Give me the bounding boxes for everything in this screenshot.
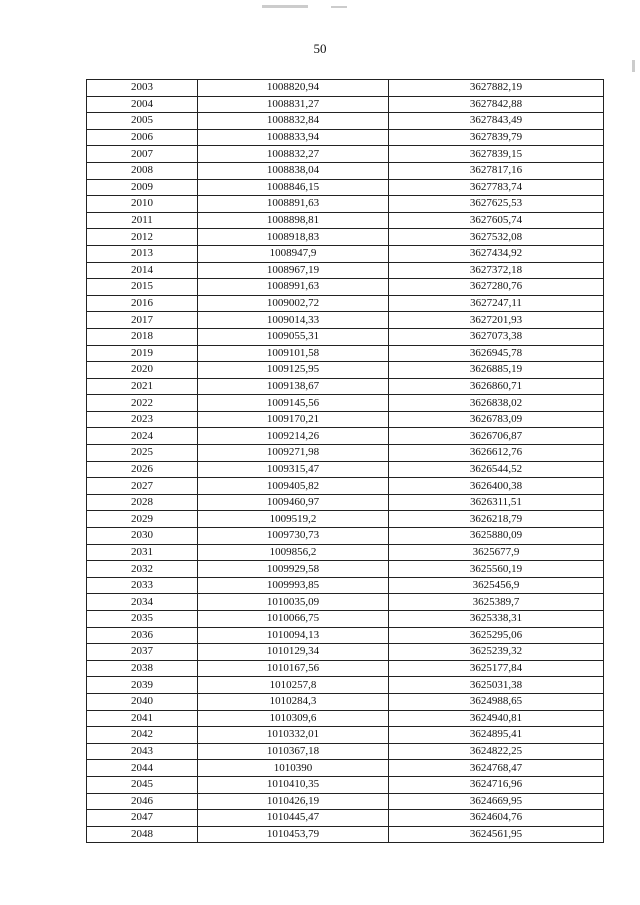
table-row <box>87 793 604 810</box>
x-coordinate-cell: 1009271,98 <box>198 445 389 462</box>
point-number-cell: 2042 <box>87 727 198 744</box>
y-coordinate-cell: 3627201,93 <box>389 312 604 329</box>
y-coordinate-cell: 3625239,32 <box>389 644 604 661</box>
point-number-cell: 2030 <box>87 528 198 545</box>
table-row <box>87 561 604 578</box>
y-coordinate-cell: 3627532,08 <box>389 229 604 246</box>
point-number-cell: 2017 <box>87 312 198 329</box>
point-number-cell: 2014 <box>87 262 198 279</box>
point-number-cell: 2006 <box>87 129 198 146</box>
x-coordinate-cell: 1008918,83 <box>198 229 389 246</box>
point-number-cell: 2015 <box>87 279 198 296</box>
table-row <box>87 710 604 727</box>
x-coordinate-cell: 1009101,58 <box>198 345 389 362</box>
point-number-cell: 2007 <box>87 146 198 163</box>
y-coordinate-cell: 3627280,76 <box>389 279 604 296</box>
y-coordinate-cell: 3624940,81 <box>389 710 604 727</box>
x-coordinate-cell: 1009002,72 <box>198 295 389 312</box>
x-coordinate-cell: 1010066,75 <box>198 611 389 628</box>
point-number-cell: 2009 <box>87 179 198 196</box>
scan-artifact <box>331 6 347 8</box>
table-row <box>87 776 604 793</box>
y-coordinate-cell: 3625677,9 <box>389 544 604 561</box>
y-coordinate-cell: 3627434,92 <box>389 245 604 262</box>
table-row <box>87 196 604 213</box>
y-coordinate-cell: 3626400,38 <box>389 478 604 495</box>
y-coordinate-cell: 3627625,53 <box>389 196 604 213</box>
x-coordinate-cell: 1010426,19 <box>198 793 389 810</box>
point-number-cell: 2016 <box>87 295 198 312</box>
table-row <box>87 810 604 827</box>
y-coordinate-cell: 3626860,71 <box>389 378 604 395</box>
x-coordinate-cell: 1008820,94 <box>198 80 389 97</box>
y-coordinate-cell: 3624561,95 <box>389 826 604 843</box>
table-row <box>87 760 604 777</box>
x-coordinate-cell: 1009145,56 <box>198 395 389 412</box>
y-coordinate-cell: 3624895,41 <box>389 727 604 744</box>
y-coordinate-cell: 3627817,16 <box>389 162 604 179</box>
y-coordinate-cell: 3625295,06 <box>389 627 604 644</box>
point-number-cell: 2047 <box>87 810 198 827</box>
point-number-cell: 2004 <box>87 96 198 113</box>
y-coordinate-cell: 3625031,38 <box>389 677 604 694</box>
x-coordinate-cell: 1008967,19 <box>198 262 389 279</box>
x-coordinate-cell: 1009315,47 <box>198 461 389 478</box>
x-coordinate-cell: 1010284,3 <box>198 693 389 710</box>
x-coordinate-cell: 1008846,15 <box>198 179 389 196</box>
point-number-cell: 2028 <box>87 494 198 511</box>
y-coordinate-cell: 3624768,47 <box>389 760 604 777</box>
x-coordinate-cell: 1010035,09 <box>198 594 389 611</box>
y-coordinate-cell: 3627073,38 <box>389 328 604 345</box>
point-number-cell: 2037 <box>87 644 198 661</box>
x-coordinate-cell: 1008991,63 <box>198 279 389 296</box>
table-row <box>87 677 604 694</box>
point-number-cell: 2044 <box>87 760 198 777</box>
y-coordinate-cell: 3627842,88 <box>389 96 604 113</box>
y-coordinate-cell: 3626783,09 <box>389 411 604 428</box>
table-row <box>87 312 604 329</box>
x-coordinate-cell: 1009138,67 <box>198 378 389 395</box>
y-coordinate-cell: 3624716,96 <box>389 776 604 793</box>
point-number-cell: 2039 <box>87 677 198 694</box>
y-coordinate-cell: 3627839,79 <box>389 129 604 146</box>
table-row <box>87 594 604 611</box>
table-row <box>87 262 604 279</box>
x-coordinate-cell: 1008891,63 <box>198 196 389 213</box>
table-row <box>87 345 604 362</box>
point-number-cell: 2033 <box>87 577 198 594</box>
x-coordinate-cell: 1008831,27 <box>198 96 389 113</box>
point-number-cell: 2005 <box>87 113 198 130</box>
x-coordinate-cell: 1010309,6 <box>198 710 389 727</box>
x-coordinate-cell: 1009055,31 <box>198 328 389 345</box>
point-number-cell: 2027 <box>87 478 198 495</box>
point-number-cell: 2010 <box>87 196 198 213</box>
point-number-cell: 2029 <box>87 511 198 528</box>
y-coordinate-cell: 3627372,18 <box>389 262 604 279</box>
point-number-cell: 2003 <box>87 80 198 97</box>
point-number-cell: 2032 <box>87 561 198 578</box>
x-coordinate-cell: 1010332,01 <box>198 727 389 744</box>
point-number-cell: 2045 <box>87 776 198 793</box>
point-number-cell: 2022 <box>87 395 198 412</box>
x-coordinate-cell: 1009519,2 <box>198 511 389 528</box>
x-coordinate-cell: 1008832,27 <box>198 146 389 163</box>
x-coordinate-cell: 1010367,18 <box>198 743 389 760</box>
x-coordinate-cell: 1010453,79 <box>198 826 389 843</box>
y-coordinate-cell: 3626706,87 <box>389 428 604 445</box>
x-coordinate-cell: 1008832,84 <box>198 113 389 130</box>
y-coordinate-cell: 3627605,74 <box>389 212 604 229</box>
table-row <box>87 445 604 462</box>
table-row <box>87 279 604 296</box>
point-number-cell: 2021 <box>87 378 198 395</box>
table-row <box>87 727 604 744</box>
x-coordinate-cell: 1008947,9 <box>198 245 389 262</box>
y-coordinate-cell: 3626945,78 <box>389 345 604 362</box>
point-number-cell: 2041 <box>87 710 198 727</box>
point-number-cell: 2043 <box>87 743 198 760</box>
y-coordinate-cell: 3625389,7 <box>389 594 604 611</box>
table-row <box>87 494 604 511</box>
point-number-cell: 2048 <box>87 826 198 843</box>
point-number-cell: 2040 <box>87 693 198 710</box>
table-row <box>87 511 604 528</box>
x-coordinate-cell: 1009993,85 <box>198 577 389 594</box>
table-row <box>87 113 604 130</box>
point-number-cell: 2019 <box>87 345 198 362</box>
table-row <box>87 461 604 478</box>
x-coordinate-cell: 1009730,73 <box>198 528 389 545</box>
point-number-cell: 2038 <box>87 660 198 677</box>
table-row <box>87 395 604 412</box>
y-coordinate-cell: 3625177,84 <box>389 660 604 677</box>
table-row <box>87 295 604 312</box>
scan-artifact <box>632 60 635 72</box>
table-row <box>87 229 604 246</box>
y-coordinate-cell: 3625880,09 <box>389 528 604 545</box>
x-coordinate-cell: 1010445,47 <box>198 810 389 827</box>
point-number-cell: 2023 <box>87 411 198 428</box>
x-coordinate-cell: 1010167,56 <box>198 660 389 677</box>
table-row <box>87 478 604 495</box>
table-row <box>87 544 604 561</box>
table-row <box>87 528 604 545</box>
table-row <box>87 743 604 760</box>
table-row <box>87 644 604 661</box>
table-row <box>87 826 604 843</box>
x-coordinate-cell: 1010410,35 <box>198 776 389 793</box>
x-coordinate-cell: 1008833,94 <box>198 129 389 146</box>
x-coordinate-cell: 1009214,26 <box>198 428 389 445</box>
point-number-cell: 2036 <box>87 627 198 644</box>
y-coordinate-cell: 3627843,49 <box>389 113 604 130</box>
table-row <box>87 162 604 179</box>
y-coordinate-cell: 3624988,65 <box>389 693 604 710</box>
table-row <box>87 212 604 229</box>
table-row <box>87 328 604 345</box>
x-coordinate-cell: 1009460,97 <box>198 494 389 511</box>
y-coordinate-cell: 3627783,74 <box>389 179 604 196</box>
x-coordinate-cell: 1009405,82 <box>198 478 389 495</box>
y-coordinate-cell: 3626218,79 <box>389 511 604 528</box>
x-coordinate-cell: 1010129,34 <box>198 644 389 661</box>
y-coordinate-cell: 3625456,9 <box>389 577 604 594</box>
y-coordinate-cell: 3624669,95 <box>389 793 604 810</box>
x-coordinate-cell: 1008898,81 <box>198 212 389 229</box>
point-number-cell: 2025 <box>87 445 198 462</box>
table-row <box>87 146 604 163</box>
table-row <box>87 660 604 677</box>
y-coordinate-cell: 3626838,02 <box>389 395 604 412</box>
x-coordinate-cell: 1009125,95 <box>198 362 389 379</box>
x-coordinate-cell: 1010094,13 <box>198 627 389 644</box>
table-row <box>87 411 604 428</box>
table-row <box>87 577 604 594</box>
table-row <box>87 179 604 196</box>
y-coordinate-cell: 3626311,51 <box>389 494 604 511</box>
table-row <box>87 428 604 445</box>
point-number-cell: 2020 <box>87 362 198 379</box>
coordinates-table <box>86 79 604 843</box>
y-coordinate-cell: 3627839,15 <box>389 146 604 163</box>
point-number-cell: 2011 <box>87 212 198 229</box>
point-number-cell: 2018 <box>87 328 198 345</box>
point-number-cell: 2034 <box>87 594 198 611</box>
point-number-cell: 2008 <box>87 162 198 179</box>
y-coordinate-cell: 3626612,76 <box>389 445 604 462</box>
point-number-cell: 2035 <box>87 611 198 628</box>
table-row <box>87 693 604 710</box>
y-coordinate-cell: 3625560,19 <box>389 561 604 578</box>
y-coordinate-cell: 3624604,76 <box>389 810 604 827</box>
point-number-cell: 2046 <box>87 793 198 810</box>
x-coordinate-cell: 1009856,2 <box>198 544 389 561</box>
x-coordinate-cell: 1009929,58 <box>198 561 389 578</box>
point-number-cell: 2031 <box>87 544 198 561</box>
x-coordinate-cell: 1008838,04 <box>198 162 389 179</box>
x-coordinate-cell: 1009170,21 <box>198 411 389 428</box>
table-row <box>87 245 604 262</box>
x-coordinate-cell: 1010390 <box>198 760 389 777</box>
x-coordinate-cell: 1009014,33 <box>198 312 389 329</box>
table-row <box>87 627 604 644</box>
point-number-cell: 2013 <box>87 245 198 262</box>
y-coordinate-cell: 3627247,11 <box>389 295 604 312</box>
table-row <box>87 362 604 379</box>
table-row <box>87 378 604 395</box>
y-coordinate-cell: 3626885,19 <box>389 362 604 379</box>
point-number-cell: 2026 <box>87 461 198 478</box>
y-coordinate-cell: 3626544,52 <box>389 461 604 478</box>
table-row <box>87 129 604 146</box>
page-number: 50 <box>313 41 327 56</box>
scan-artifact <box>262 5 308 8</box>
point-number-cell: 2012 <box>87 229 198 246</box>
y-coordinate-cell: 3624822,25 <box>389 743 604 760</box>
table-body <box>87 80 604 843</box>
table-row <box>87 96 604 113</box>
table-row <box>87 611 604 628</box>
y-coordinate-cell: 3627882,19 <box>389 80 604 97</box>
table-row <box>87 80 604 97</box>
x-coordinate-cell: 1010257,8 <box>198 677 389 694</box>
y-coordinate-cell: 3625338,31 <box>389 611 604 628</box>
point-number-cell: 2024 <box>87 428 198 445</box>
